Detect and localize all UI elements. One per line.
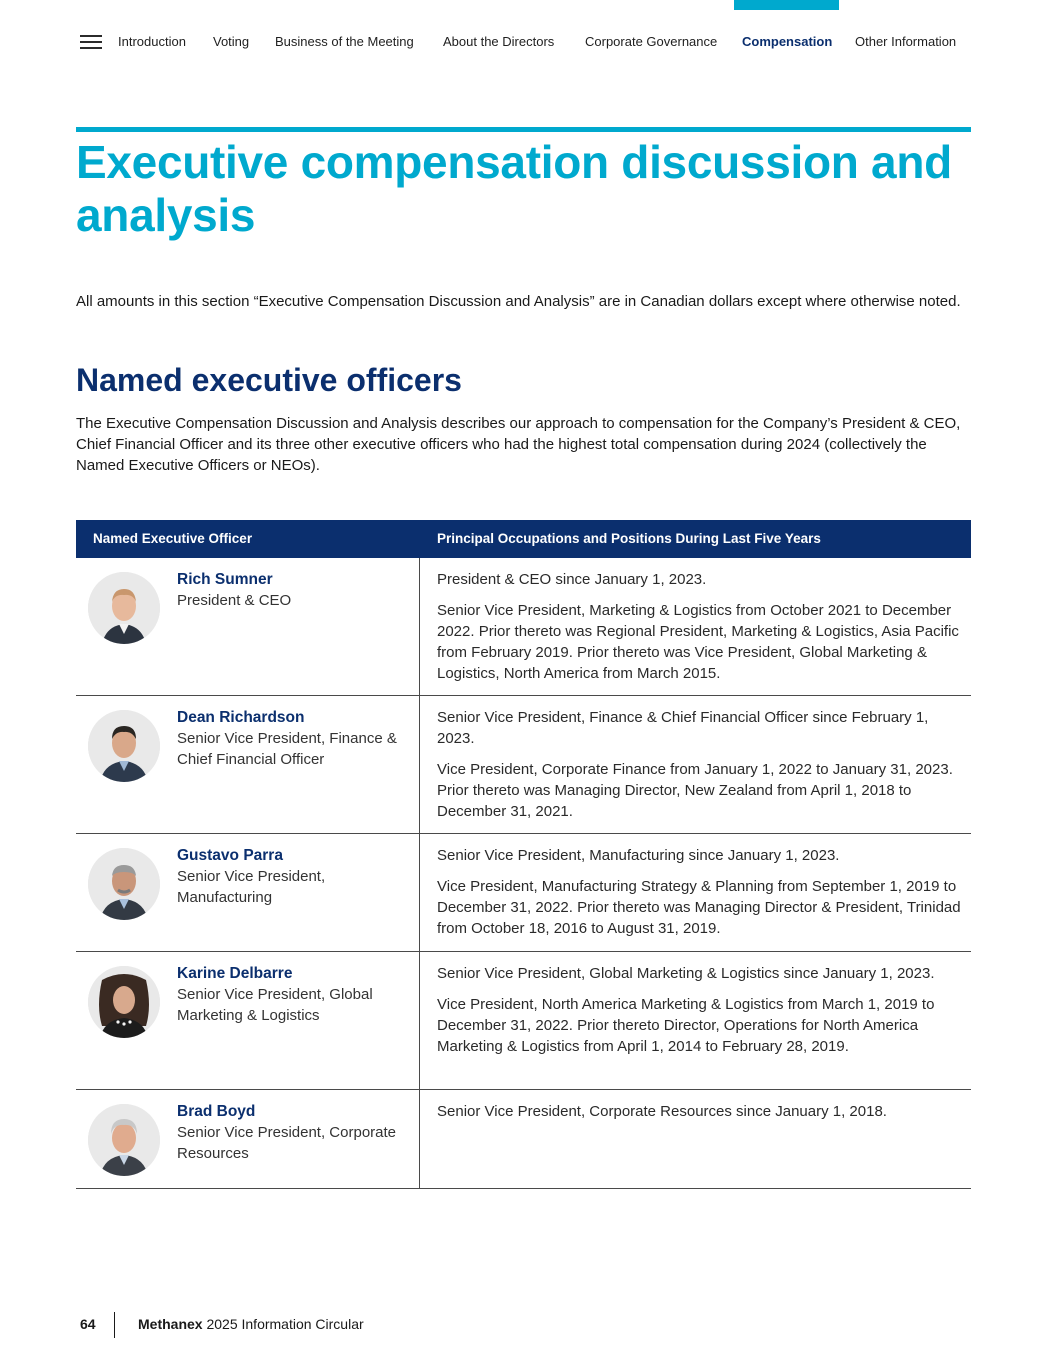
officer-name: Dean Richardson [177,709,305,726]
position-text: Vice President, Corporate Finance from January 1, 2022 to January 31, 2023. Prior thereto was Managing Director, New Zealand from April 1, 2018 to December 31, 2021. [437,761,953,820]
officer-name: Karine Delbarre [177,965,293,982]
officer-title: Senior Vice President, Manufacturing [177,868,326,906]
page-number: 64 [80,1316,96,1332]
officer-photo [88,1104,160,1176]
column-header-positions: Principal Occupations and Positions During Last Five Years [437,531,821,546]
top-navigation [0,0,1048,80]
position-text: Senior Vice President, Manufacturing since January 1, 2023. [437,847,840,864]
section-title: Named executive officers [76,362,462,398]
title-rule [76,127,971,132]
active-section-marker [734,0,839,10]
table-row [76,696,971,834]
neo-table [76,520,971,1189]
document-name: 2025 Information Circular [206,1316,364,1332]
nav-about-the-directors[interactable]: About the Directors [443,34,555,49]
position-text: Senior Vice President, Marketing & Logistics from October 2021 to December 2022. Prior thereto was Regional President, Marketing & Logistics, Asia Pacific from February 2019. Prior thereto was Vice President, Global Marketing & Logistics, North America from March 2015. [437,602,959,682]
column-header-officer: Named Executive Officer [93,531,253,546]
table-row [76,1090,971,1189]
officer-title: Senior Vice President, Global Marketing & Logistics [177,986,373,1024]
nav-compensation[interactable]: Compensation [742,34,833,49]
officer-photo [88,848,160,920]
footer-divider [114,1312,115,1338]
nav-voting[interactable]: Voting [213,34,250,49]
officer-title: President & CEO [177,592,292,609]
footer-document-title [138,1316,364,1332]
officer-name: Brad Boyd [177,1103,256,1120]
position-text: Senior Vice President, Corporate Resources since January 1, 2018. [437,1103,887,1120]
table-row [76,558,971,696]
position-text: Vice President, Manufacturing Strategy & Planning from September 1, 2019 to December 31, 2022. Prior thereto was Managing Director & President, Trinidad from October 18, 2016 to August 31, 2019. [437,878,961,937]
table-header [76,520,971,558]
nav-introduction[interactable]: Introduction [118,34,186,49]
position-text: President & CEO since January 1, 2023. [437,571,707,588]
table-row [76,834,971,952]
position-text: Vice President, North America Marketing & Logistics from March 1, 2019 to December 31, 2022. Prior thereto Director, Operations for North America Marketing & Logistics from April 1, 2014 to February 28, 2019. [437,996,935,1055]
position-text: Senior Vice President, Global Marketing & Logistics since January 1, 2023. [437,965,935,982]
officer-title: Senior Vice President, Finance & Chief Financial Officer [177,730,397,768]
nav-other-information[interactable]: Other Information [855,34,957,49]
position-text: Senior Vice President, Finance & Chief Financial Officer since February 1, 2023. [437,709,929,747]
officer-photo [88,966,160,1038]
officer-photo [88,710,160,782]
brand-name: Methanex [138,1316,203,1332]
hamburger-menu-icon[interactable] [80,35,102,49]
table-row [76,952,971,1090]
officer-title: Senior Vice President, Corporate Resources [177,1124,397,1162]
officer-name: Gustavo Parra [177,847,283,864]
intro-paragraph: All amounts in this section “Executive Compensation Discussion and Analysis” are in Canadian dollars except where otherwise noted. [76,293,961,310]
nav-business-of-the-meeting[interactable]: Business of the Meeting [275,34,414,49]
nav-corporate-governance[interactable]: Corporate Governance [585,34,718,49]
page-title: Executive compensation discussion and analysis [76,136,952,241]
officer-photo [88,572,160,644]
officer-name: Rich Sumner [177,571,273,588]
section-paragraph: The Executive Compensation Discussion and Analysis describes our approach to compensation for the Company’s President & CEO, Chief Financial Officer and its three other executive officers who had the highest total compensation during 2024 (collectively the Named Executive Officers or NEOs). [76,415,961,474]
